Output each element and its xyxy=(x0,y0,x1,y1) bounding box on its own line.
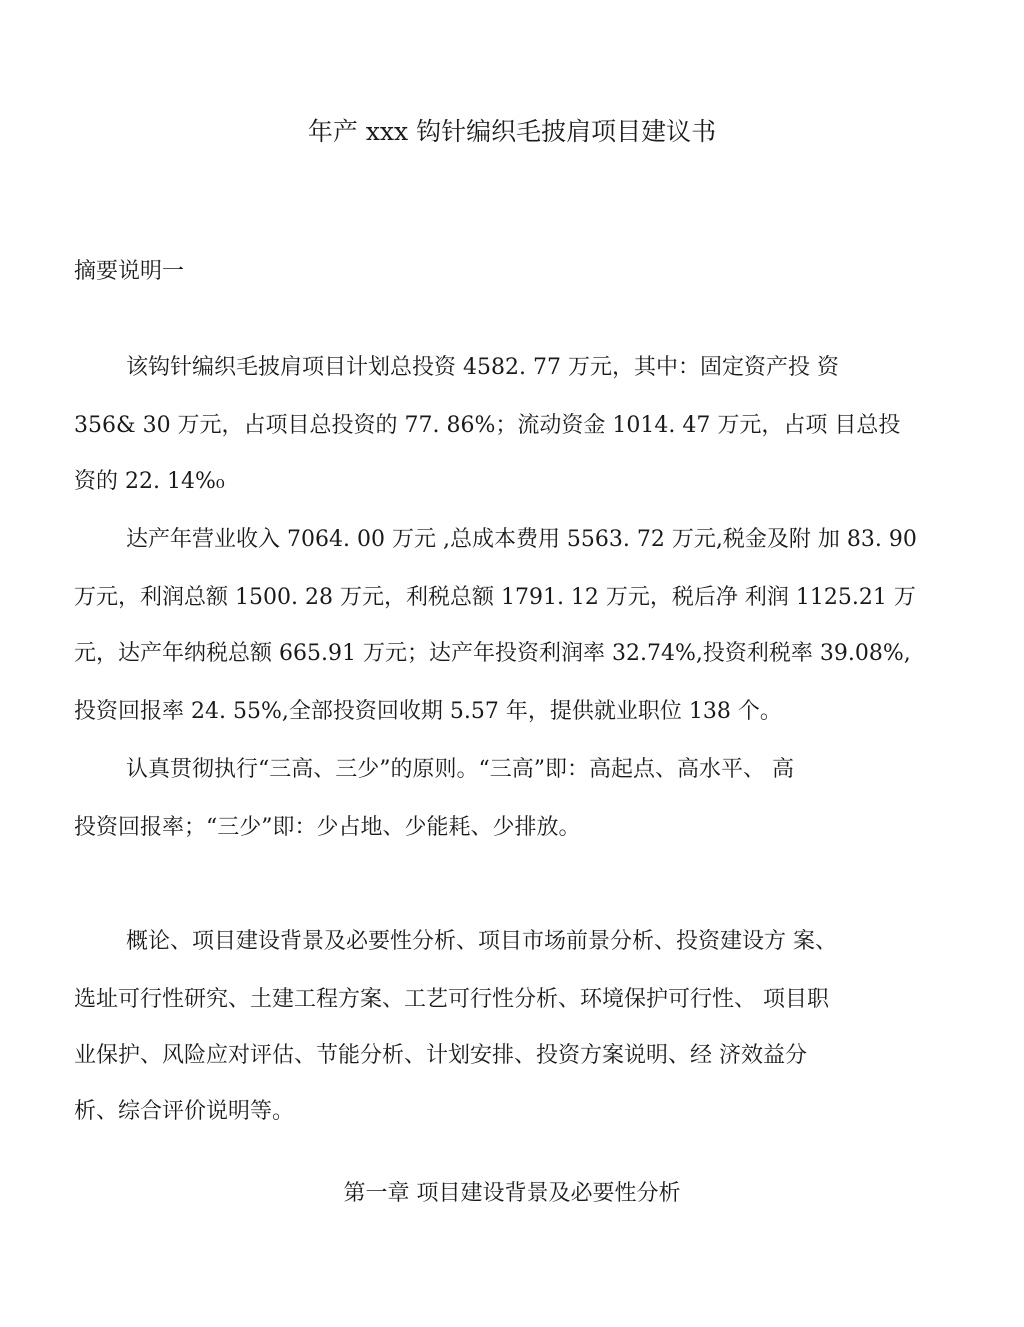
paragraph-line: 资的 22. 14%₀ xyxy=(74,469,225,494)
paragraph-line: 认真贯彻执行“三高、三少”的原则。“三高”即：高起点、高水平、 高 xyxy=(126,757,794,782)
section-label: 摘要说明一 xyxy=(74,259,185,284)
paragraph-line: 投资回报率 24. 55%,全部投资回收期 5.57 年，提供就业职位 138 个。 xyxy=(74,699,782,724)
document-title: 年产 xxx 钩针编织毛披肩项目建议书 xyxy=(307,117,717,146)
paragraph-line: 析、综合评价说明等。 xyxy=(74,1099,295,1124)
paragraph-line: 业保护、风险应对评估、节能分析、计划安排、投资方案说明、经 济效益分 xyxy=(74,1043,807,1068)
paragraph-line: 万元，利润总额 1500. 28 万元，利税总额 1791. 12 万元，税后净 利润 1125.21 万 xyxy=(74,585,916,610)
paragraph-line: 概论、项目建设背景及必要性分析、项目市场前景分析、投资建设方 案、 xyxy=(126,929,837,954)
paragraph-line: 投资回报率；“三少”即：少占地、少能耗、少排放。 xyxy=(74,815,581,840)
paragraph-line: 该钩针编织毛披肩项目计划总投资 4582. 77 万元，其中：固定资产投 资 xyxy=(126,355,839,380)
paragraph-line: 元，达产年纳税总额 665.91 万元；达产年投资利润率 32.74%,投资利税率 39.08%, xyxy=(74,641,911,666)
chapter-title: 第一章 项目建设背景及必要性分析 xyxy=(343,1181,681,1206)
paragraph-line: 选址可行性研究、土建工程方案、工艺可行性分析、环境保护可行性、 项目职 xyxy=(74,987,829,1012)
paragraph-line: 达产年营业收入 7064. 00 万元 ,总成本费用 5563. 72 万元,税金及附 加 83. 90 xyxy=(126,527,917,552)
paragraph-line: 356& 30 万元，占项目总投资的 77. 86%；流动资金 1014. 47 万元，占项 目总投 xyxy=(74,413,901,438)
